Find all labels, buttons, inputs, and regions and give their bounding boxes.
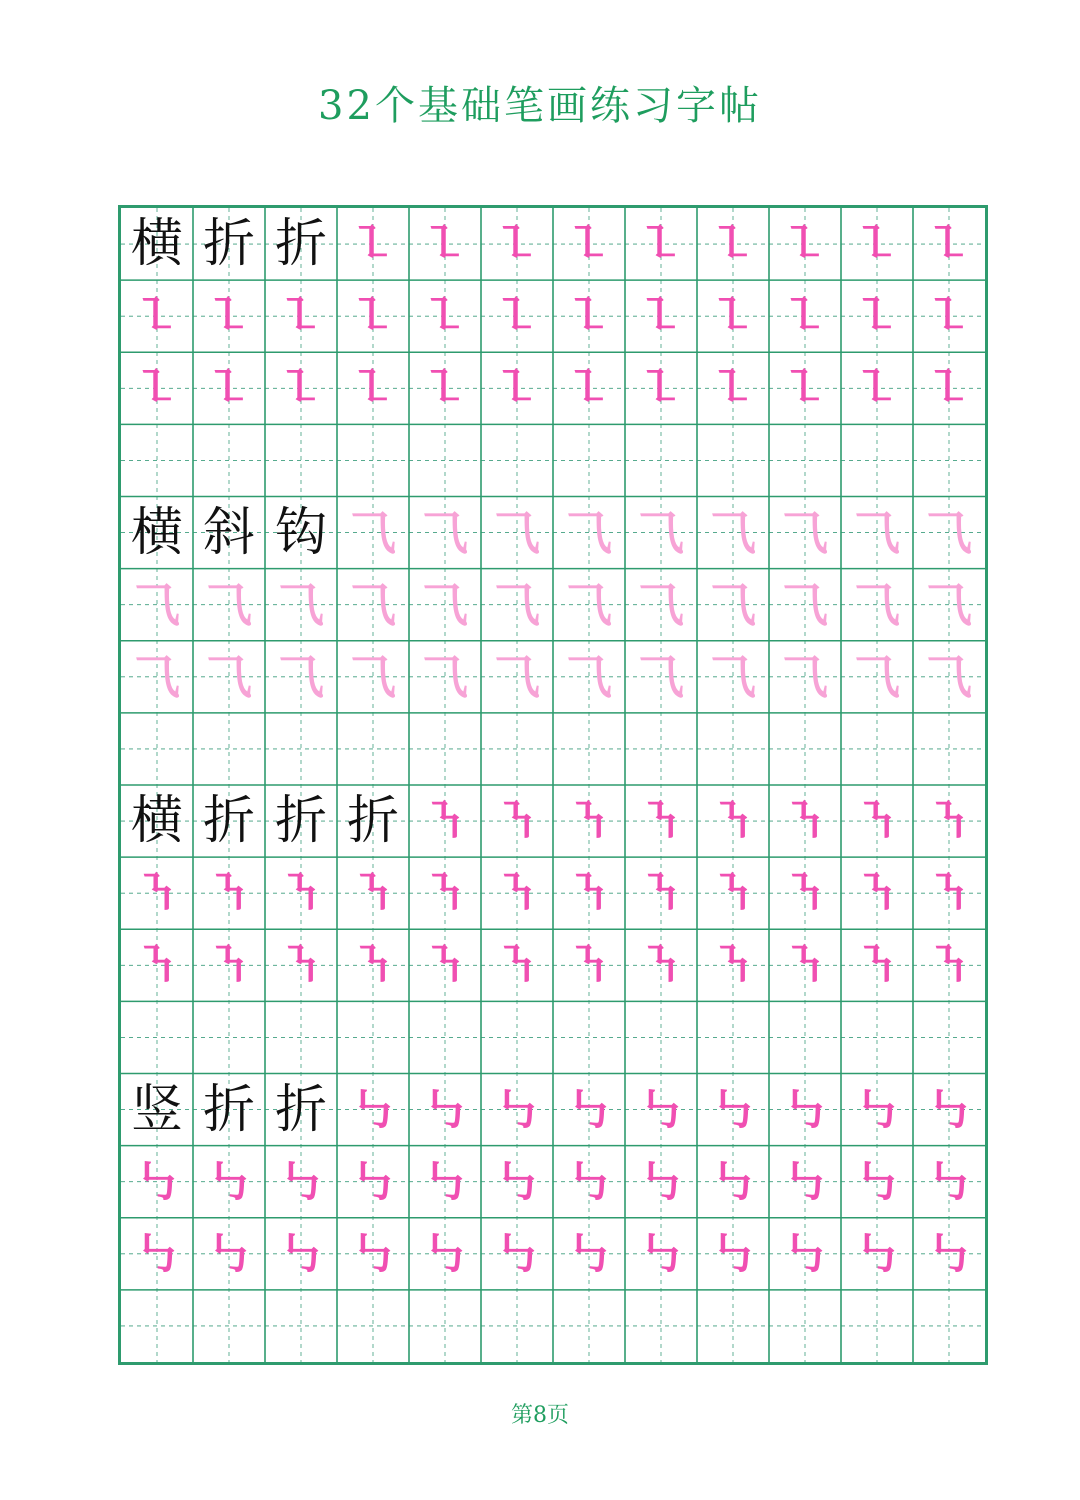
trace-stroke: ㇉ [350,1226,396,1281]
trace-stroke: ㇎ [422,866,468,921]
trace-stroke: ㇎ [638,866,684,921]
trace-stroke: ㇉ [710,1154,756,1209]
trace-stroke: ㇎ [278,938,324,993]
trace-stroke: ㇅ [926,361,972,416]
trace-stroke: ㇅ [854,217,900,272]
trace-stroke: ㇎ [206,938,252,993]
trace-stroke: ㇉ [854,1226,900,1281]
trace-stroke: ㇅ [350,217,396,272]
trace-stroke: ⺄ [350,505,396,560]
stroke-name-char: 斜 [202,502,255,563]
trace-stroke: ㇎ [566,866,612,921]
trace-stroke: ⺄ [782,505,828,560]
trace-stroke: ⺄ [638,577,684,632]
trace-stroke: ㇎ [206,866,252,921]
trace-stroke: ㇅ [278,289,324,344]
trace-stroke: ㇅ [206,361,252,416]
trace-stroke: ⺄ [206,649,252,704]
trace-stroke: ⺄ [494,505,540,560]
trace-stroke: ⺄ [134,577,180,632]
trace-stroke: ⺄ [494,649,540,704]
trace-stroke: ㇅ [134,361,180,416]
trace-stroke: ⺄ [782,577,828,632]
trace-stroke: ㇉ [782,1226,828,1281]
trace-stroke: ⺄ [854,505,900,560]
trace-stroke: ㇉ [566,1154,612,1209]
trace-stroke: ㇉ [278,1226,324,1281]
trace-stroke: ㇅ [638,289,684,344]
trace-stroke: ㇎ [782,794,828,849]
trace-stroke: ㇅ [566,289,612,344]
trace-stroke: ㇉ [422,1226,468,1281]
trace-stroke: ㇎ [566,794,612,849]
trace-stroke: ㇉ [494,1154,540,1209]
stroke-name-char: 横 [130,502,183,563]
trace-stroke: ㇎ [350,866,396,921]
trace-stroke: ⺄ [422,505,468,560]
trace-stroke: ㇅ [782,361,828,416]
trace-stroke: ㇅ [494,361,540,416]
stroke-name-char: 折 [202,791,255,852]
trace-stroke: ⺄ [350,649,396,704]
trace-stroke: ㇎ [494,938,540,993]
trace-stroke: ㇉ [350,1154,396,1209]
trace-stroke: ㇉ [638,1154,684,1209]
trace-stroke: ㇉ [782,1082,828,1137]
trace-stroke: ㇅ [710,289,756,344]
trace-stroke: ㇅ [710,217,756,272]
trace-stroke: ㇅ [926,289,972,344]
trace-stroke: ㇉ [566,1082,612,1137]
trace-stroke: ㇎ [494,794,540,849]
trace-stroke: ㇎ [854,794,900,849]
stroke-name-char: 折 [274,1079,327,1140]
trace-stroke: ㇎ [134,938,180,993]
trace-stroke: ㇎ [710,938,756,993]
trace-stroke: ㇎ [854,938,900,993]
stroke-name-char: 竖 [130,1079,183,1140]
trace-stroke: ⺄ [494,577,540,632]
trace-stroke: ㇉ [854,1082,900,1137]
trace-stroke: ㇉ [206,1154,252,1209]
trace-stroke: ㇎ [710,866,756,921]
trace-stroke: ㇉ [782,1154,828,1209]
trace-stroke: ㇅ [422,361,468,416]
trace-stroke: ㇎ [566,938,612,993]
trace-stroke: ㇅ [854,361,900,416]
trace-stroke: ⺄ [566,577,612,632]
trace-stroke: ㇅ [206,289,252,344]
stroke-name-char: 折 [202,1079,255,1140]
trace-stroke: ㇉ [710,1226,756,1281]
trace-stroke: ㇅ [278,361,324,416]
stroke-name-char: 横 [130,791,183,852]
trace-stroke: ㇉ [206,1226,252,1281]
trace-stroke: ㇎ [926,794,972,849]
trace-stroke: ㇅ [926,217,972,272]
trace-stroke: ⺄ [350,577,396,632]
trace-stroke: ㇉ [566,1226,612,1281]
trace-stroke: ㇉ [134,1226,180,1281]
trace-stroke: ㇅ [782,289,828,344]
trace-stroke: ㇉ [134,1154,180,1209]
trace-stroke: ㇎ [494,866,540,921]
stroke-name-char: 钩 [274,502,327,563]
trace-stroke: ⺄ [710,505,756,560]
trace-stroke: ㇅ [494,289,540,344]
trace-stroke: ⺄ [278,649,324,704]
trace-stroke: ⺄ [854,649,900,704]
trace-stroke: ㇉ [638,1226,684,1281]
trace-stroke: ㇉ [926,1082,972,1137]
trace-stroke: ㇎ [710,794,756,849]
trace-stroke: ㇎ [278,866,324,921]
stroke-name-char: 折 [346,791,399,852]
trace-stroke: ㇉ [854,1154,900,1209]
trace-stroke: ㇉ [422,1154,468,1209]
trace-stroke: ㇎ [350,938,396,993]
trace-stroke: ⺄ [854,577,900,632]
trace-stroke: ⺄ [422,577,468,632]
trace-stroke: ㇎ [782,938,828,993]
trace-stroke: ⺄ [566,649,612,704]
stroke-name-char: 折 [274,214,327,275]
trace-stroke: ㇎ [782,866,828,921]
trace-stroke: ⺄ [926,577,972,632]
trace-stroke: ㇅ [494,217,540,272]
trace-stroke: ⺄ [926,505,972,560]
trace-stroke: ㇎ [134,866,180,921]
trace-stroke: ㇎ [854,866,900,921]
trace-stroke: ㇎ [638,938,684,993]
trace-stroke: ㇉ [710,1082,756,1137]
trace-stroke: ㇅ [710,361,756,416]
trace-stroke: ㇎ [422,794,468,849]
trace-stroke: ㇎ [422,938,468,993]
trace-stroke: ㇉ [926,1226,972,1281]
trace-stroke: ⺄ [422,649,468,704]
trace-stroke: ㇅ [566,217,612,272]
trace-stroke: ⺄ [710,649,756,704]
trace-stroke: ㇅ [566,361,612,416]
trace-stroke: ㇉ [494,1226,540,1281]
trace-stroke: ㇅ [350,289,396,344]
trace-stroke: ㇅ [638,361,684,416]
trace-stroke: ㇅ [134,289,180,344]
trace-stroke: ㇅ [422,289,468,344]
page-number: 第8页 [511,1403,569,1428]
trace-stroke: ⺄ [134,649,180,704]
trace-stroke: ⺄ [566,505,612,560]
practice-grid [118,205,988,1365]
trace-stroke: ⺄ [206,577,252,632]
trace-stroke: ㇉ [278,1154,324,1209]
trace-stroke: ⺄ [710,577,756,632]
stroke-name-char: 折 [274,791,327,852]
trace-stroke: ⺄ [638,649,684,704]
trace-stroke: ⺄ [638,505,684,560]
trace-stroke: ㇉ [422,1082,468,1137]
trace-stroke: ㇎ [926,866,972,921]
trace-stroke: ㇉ [350,1082,396,1137]
trace-stroke: ㇅ [854,289,900,344]
trace-stroke: ㇎ [926,938,972,993]
trace-stroke: ㇉ [494,1082,540,1137]
stroke-name-char: 折 [202,214,255,275]
trace-stroke: ㇉ [926,1154,972,1209]
trace-stroke: ㇅ [638,217,684,272]
trace-stroke: ㇅ [422,217,468,272]
trace-stroke: ⺄ [926,649,972,704]
trace-stroke: ⺄ [278,577,324,632]
trace-stroke: ㇅ [782,217,828,272]
page-title: 32个基础笔画练习字帖 [318,83,762,129]
stroke-name-char: 横 [130,214,183,275]
trace-stroke: ㇅ [350,361,396,416]
trace-stroke: ⺄ [782,649,828,704]
trace-stroke: ㇎ [638,794,684,849]
trace-stroke: ㇉ [638,1082,684,1137]
